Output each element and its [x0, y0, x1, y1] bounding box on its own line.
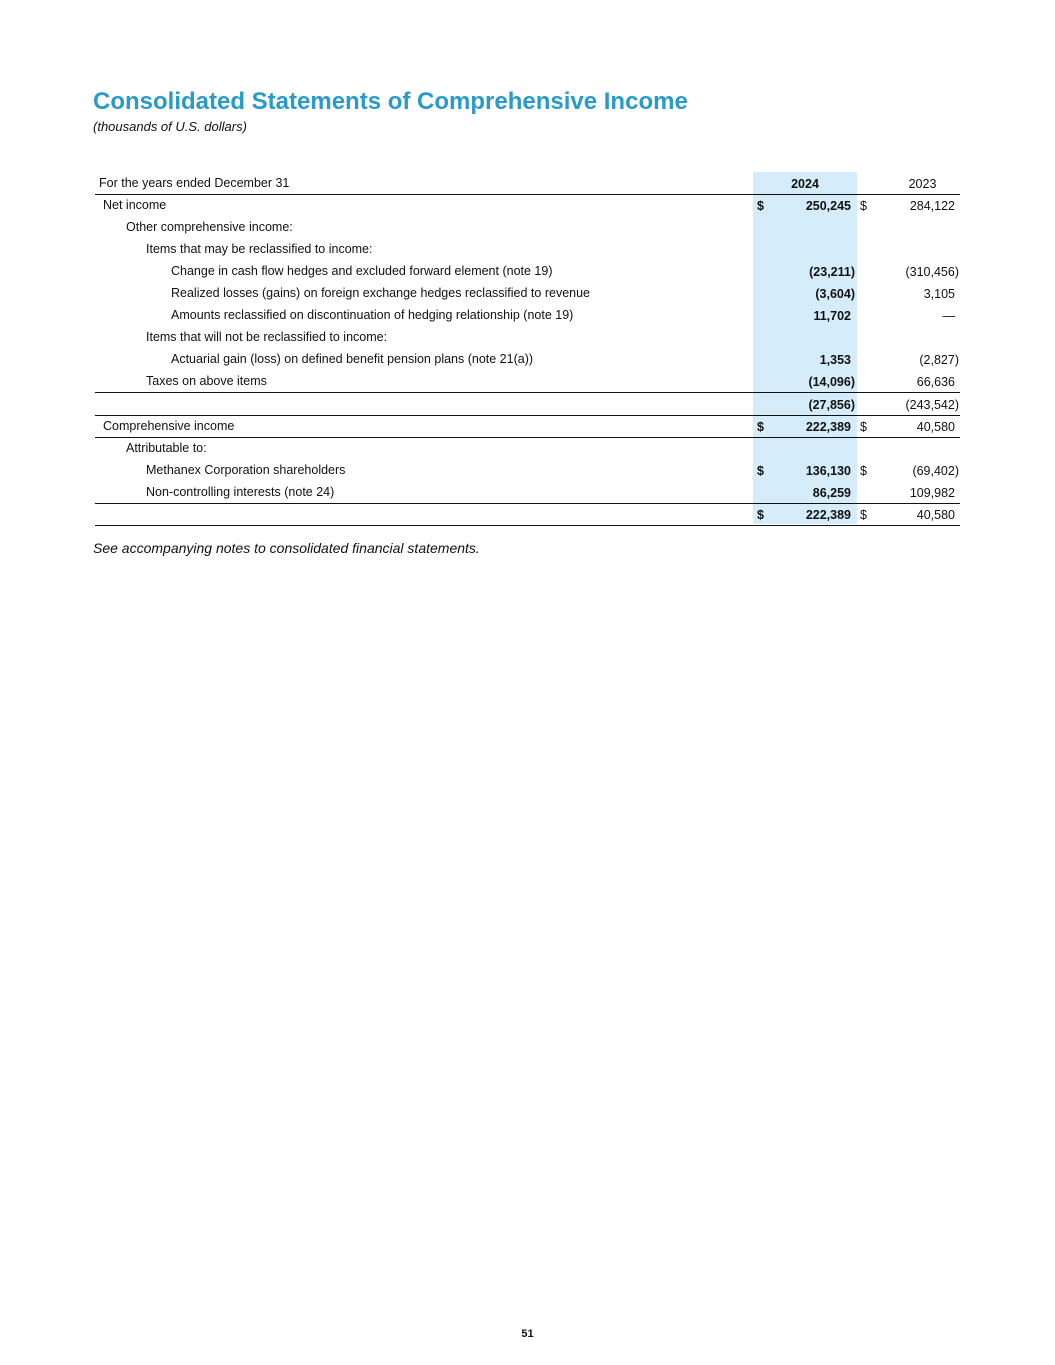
currency-symbol-2024: $	[757, 508, 764, 522]
value-2024: 222,389	[805, 420, 851, 434]
row-comprehensive-income	[95, 415, 960, 438]
column-header-2023: 2023	[908, 177, 937, 191]
row-items-reclassified	[95, 238, 960, 260]
row-label: Change in cash flow hedges and excluded forward element (note 19)	[171, 264, 553, 278]
value-2023: 40,580	[916, 508, 955, 522]
value-2023: —	[942, 309, 955, 323]
value-2023: 284,122	[909, 199, 955, 213]
value-2024: 86,259	[812, 486, 851, 500]
row-actuarial-gain	[95, 348, 960, 370]
row-cash-flow-hedges	[95, 260, 960, 282]
value-2023: (69,402)	[912, 464, 959, 478]
page-title: Consolidated Statements of Comprehensive Income	[93, 88, 688, 115]
currency-symbol-2024: $	[757, 420, 764, 434]
row-attributable-total	[95, 503, 960, 526]
row-label: Items that will not be reclassified to income:	[146, 330, 388, 344]
value-2023: 40,580	[916, 420, 955, 434]
value-2024: 11,702	[813, 309, 851, 323]
value-2024: (3,604)	[815, 287, 855, 301]
currency-symbol-2023: $	[860, 199, 867, 213]
currency-symbol-2023: $	[860, 420, 867, 434]
value-2024: 250,245	[805, 199, 851, 213]
value-2023: 109,982	[909, 486, 955, 500]
row-label: Actuarial gain (loss) on defined benefit pension plans (note 21(a))	[171, 352, 534, 366]
value-2024: (14,096)	[808, 375, 855, 389]
value-2024: 222,389	[805, 508, 851, 522]
row-label: Non-controlling interests (note 24)	[146, 485, 335, 499]
row-label: Other comprehensive income:	[126, 220, 293, 234]
row-discontinued-hedging	[95, 304, 960, 326]
row-realized-fx-losses	[95, 282, 960, 304]
value-2024: 136,130	[805, 464, 851, 478]
value-2023: (310,456)	[905, 265, 959, 279]
footnote: See accompanying notes to consolidated financial statements.	[93, 540, 480, 556]
value-2023: (2,827)	[919, 353, 959, 367]
value-2023: 66,636	[916, 375, 955, 389]
value-2024: (27,856)	[808, 398, 855, 412]
value-2024: 1,353	[819, 353, 851, 367]
value-2024: (23,211)	[809, 265, 855, 279]
table-header-row	[95, 172, 960, 195]
page-subtitle: (thousands of U.S. dollars)	[93, 119, 247, 134]
currency-symbol-2023: $	[860, 508, 867, 522]
row-other-comprehensive-income	[95, 216, 960, 238]
column-header-2024: 2024	[791, 177, 819, 191]
row-non-controlling-interests	[95, 481, 960, 504]
row-label: Amounts reclassified on discontinuation of hedging relationship (note 19)	[171, 308, 574, 322]
currency-symbol-2023: $	[860, 464, 867, 478]
value-2023: 3,105	[923, 287, 955, 301]
row-net-income	[95, 194, 960, 216]
value-2023: (243,542)	[905, 398, 959, 412]
row-label: Methanex Corporation shareholders	[146, 463, 346, 477]
row-label: Attributable to:	[126, 441, 207, 455]
page-number: 51	[521, 1328, 534, 1340]
row-label: Net income	[103, 198, 167, 212]
row-items-not-reclassified	[95, 326, 960, 348]
currency-symbol-2024: $	[757, 464, 764, 478]
row-taxes	[95, 370, 960, 393]
row-label: Taxes on above items	[146, 374, 267, 388]
row-shareholders	[95, 459, 960, 481]
row-label: Items that may be reclassified to income:	[146, 242, 373, 256]
currency-symbol-2024: $	[757, 199, 764, 213]
row-oci-subtotal	[95, 393, 960, 416]
row-label: Comprehensive income	[103, 419, 235, 433]
period-label: For the years ended December 31	[99, 176, 290, 190]
row-label: Realized losses (gains) on foreign exchange hedges reclassified to revenue	[171, 286, 591, 300]
row-attributable-to	[95, 437, 960, 459]
